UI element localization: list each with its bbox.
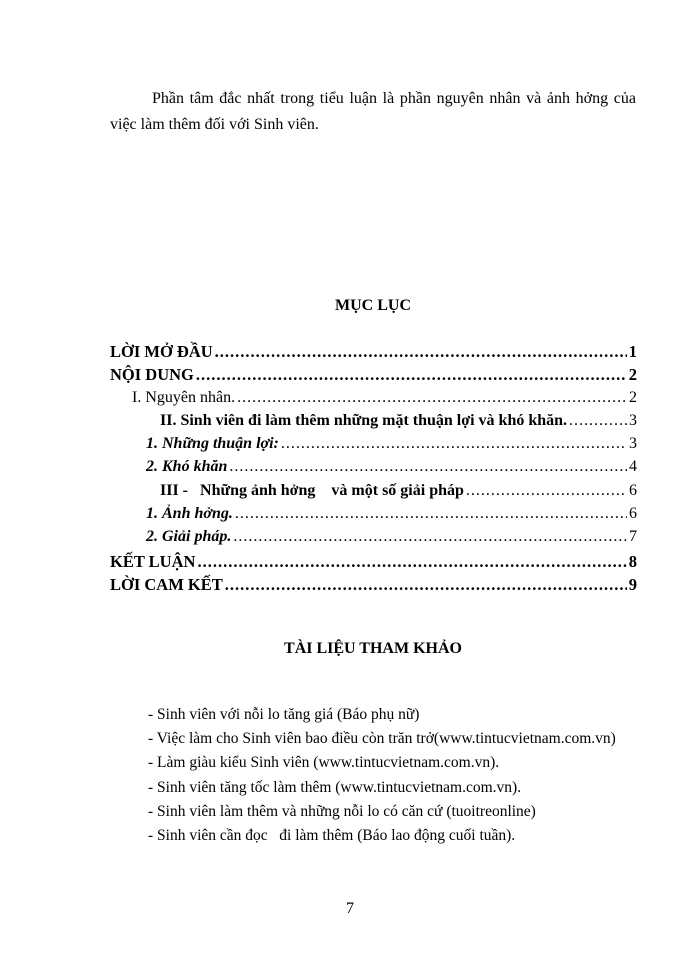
toc-entry-label: NỘI DUNG xyxy=(110,365,194,385)
reference-item: - Làm giàu kiểu Sinh viên (www.tintucvietnam.com.vn). xyxy=(148,754,500,772)
intro-text: Phần tâm đắc nhất trong tiểu luận là phần nguyên nhân và ảnh hởng của việc làm thêm đối với Sinh viên. xyxy=(110,90,636,133)
toc-entry-label: LỜI CAM KẾT xyxy=(110,574,223,594)
toc-entry-page: 6 xyxy=(629,505,637,523)
toc-entry-page: 9 xyxy=(628,574,637,594)
toc-entry-nhung-thuan-loi xyxy=(110,435,637,458)
toc-entry-page: 2 xyxy=(629,388,637,406)
toc-entry-label: I. Nguyên nhân. xyxy=(132,388,236,406)
toc-leader-dots xyxy=(197,552,626,572)
toc-entry-anh-hong xyxy=(110,505,637,528)
toc-entry-label: III - Những ảnh hởng và một số giải pháp xyxy=(160,481,464,499)
toc-entry-page: 1 xyxy=(628,342,637,361)
toc-entry-page: 3 xyxy=(629,411,637,429)
toc-leader-dots xyxy=(235,505,627,523)
toc-leader-dots xyxy=(229,458,627,476)
toc-leader-dots xyxy=(569,412,627,430)
toc-leader-dots xyxy=(466,482,627,500)
toc-entry-label: II. Sinh viên đi làm thêm những mặt thuận lợi và khó khăn. xyxy=(160,411,568,429)
reference-item: - Sinh viên cần đọc đi làm thêm (Báo lao động cuối tuần). xyxy=(148,826,516,844)
toc-entry-loi-cam-ket xyxy=(110,575,637,598)
reference-item: - Việc làm cho Sinh viên bao điều còn trăn trở(www.tintucvietnam.com.vn) xyxy=(148,730,616,748)
reference-item: - Sinh viên làm thêm và những nỗi lo có căn cứ (tuoitreonline) xyxy=(148,802,536,820)
toc-leader-dots xyxy=(281,435,627,453)
page-number: 7 xyxy=(346,900,354,917)
toc-entry-ket-luan xyxy=(110,552,637,575)
toc-entry-label: 2. Khó khăn xyxy=(146,458,228,476)
toc-title: MỤC LỤC xyxy=(335,297,411,314)
toc-entry-giai-phap xyxy=(110,528,637,551)
toc-entry-page: 4 xyxy=(629,458,637,476)
toc-leader-dots xyxy=(196,365,627,385)
toc-leader-dots xyxy=(237,389,627,407)
toc-entry-nguyen-nhan xyxy=(110,389,637,412)
toc-entry-page: 6 xyxy=(629,481,637,499)
toc-entry-label: LỜI MỞ ĐẦU xyxy=(110,342,213,361)
reference-item: - Sinh viên tăng tốc làm thêm (www.tintucvietnam.com.vn). xyxy=(148,778,522,796)
toc-entry-label: 2. Giải pháp. xyxy=(146,528,232,546)
toc-entry-page: 7 xyxy=(629,528,637,546)
toc-entry-label: 1. Những thuận lợi: xyxy=(146,435,279,453)
toc-entry-thuan-loi-kho-khan xyxy=(110,412,637,435)
references-title: TÀI LIỆU THAM KHẢO xyxy=(284,640,462,657)
toc-entry-anh-hong-giai-phap xyxy=(110,482,637,505)
intro-paragraph xyxy=(110,86,636,138)
toc-leader-dots xyxy=(225,575,627,595)
toc-entry-kho-khan xyxy=(110,458,637,481)
references-list xyxy=(148,706,616,851)
toc-entry-label: KẾT LUẬN xyxy=(110,551,196,571)
toc-entry-noi-dung xyxy=(110,365,637,388)
reference-item: - Sinh viên với nỗi lo tăng giá (Báo phụ nữ) xyxy=(148,706,420,723)
toc-entry-page: 2 xyxy=(628,365,637,385)
table-of-contents xyxy=(110,342,637,598)
toc-entry-label: 1. Ảnh hởng. xyxy=(146,505,233,523)
toc-leader-dots xyxy=(215,342,627,362)
toc-entry-loi-mo-dau xyxy=(110,342,637,365)
toc-entry-page: 8 xyxy=(628,551,637,571)
toc-leader-dots xyxy=(233,528,627,546)
toc-entry-page: 3 xyxy=(629,435,637,453)
